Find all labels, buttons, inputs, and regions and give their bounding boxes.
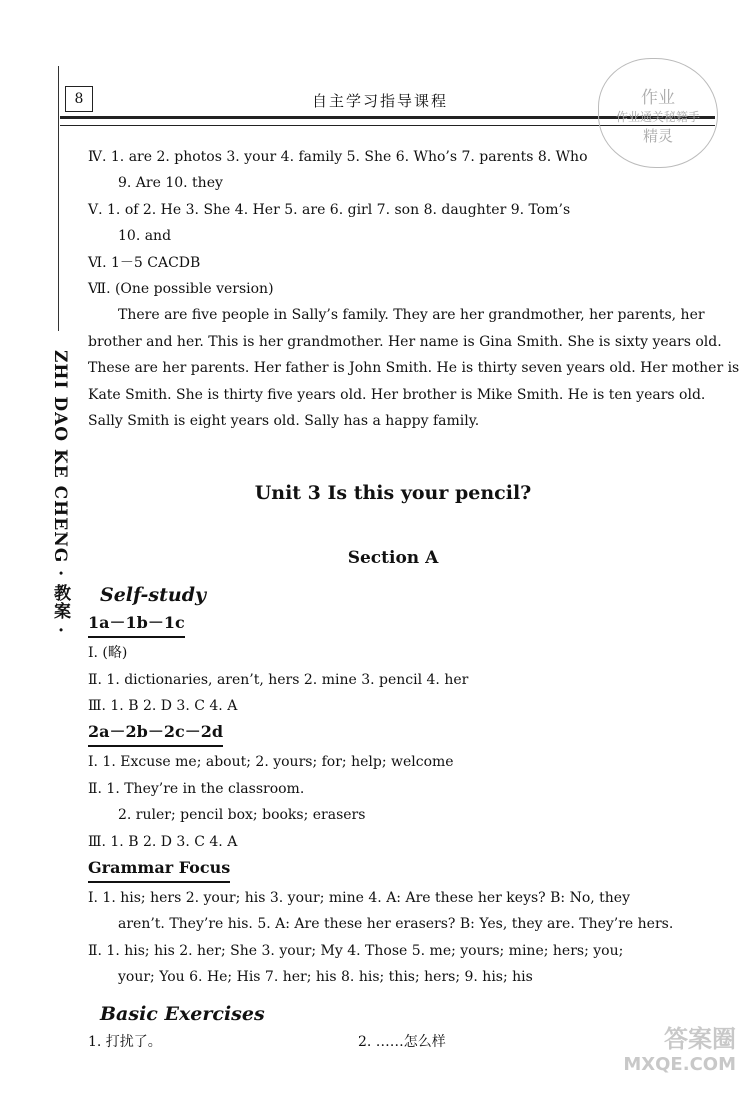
basic-line (88, 1029, 698, 1055)
subheading-2a: 2a－2b－2c－2d (88, 719, 223, 747)
running-head: 自主学习指导课程 (311, 92, 448, 110)
answer-line: aren’t. They’re his. 5. A: Are these her erasers? B: Yes, they are. They’re hers. (118, 916, 674, 933)
section-title: Section A (347, 548, 439, 569)
stamp-line-2: 作业通关秘籍手 (615, 110, 700, 124)
basic-exercises-heading: Basic Exercises (100, 1002, 265, 1025)
answer-line: Ⅲ. 1. B 2. D 3. C 4. A (88, 698, 238, 715)
subheading-grammar-focus: Grammar Focus (88, 855, 230, 883)
answer-line: Ⅳ. 1. are 2. photos 3. your 4. family 5. She 6. Who’s 7. parents 8. Who (88, 149, 588, 165)
watermark-line-2: MXQE.COM (623, 1054, 736, 1075)
answer-line: Ⅲ. 1. B 2. D 3. C 4. A (88, 833, 238, 850)
answer-line: Ⅴ. 1. of 2. He 3. She 4. Her 5. are 6. girl 7. son 8. daughter 9. Tom’s (88, 201, 571, 218)
answer-line: Ⅱ. 1. dictionaries, aren’t, hers 2. mine 3. pencil 4. her (88, 671, 469, 688)
stamp-line-1: 作业 (641, 88, 675, 108)
self-study-heading: Self-study (100, 584, 207, 607)
essay-line: brother and her. This is her grandmother. Her name is Gina Smith. She is sixty years old. (88, 333, 722, 350)
stamp-line-3: 精灵 (642, 127, 673, 145)
answer-line: Ⅰ. (略) (88, 645, 128, 662)
basic-item-1: 1. 打扰了。 (88, 1033, 162, 1050)
answer-line: 9. Are 10. they (118, 175, 223, 192)
unit-title: Unit 3 Is this your pencil? (254, 482, 532, 505)
answer-line: 10. and (118, 228, 172, 245)
answer-line: Ⅱ. 1. his; his 2. her; She 3. your; My 4. Those 5. me; yours; mine; hers; you; (88, 942, 624, 959)
essay-line: There are five people in Sally’s family. They are her grandmother, her parents, her (118, 307, 705, 324)
watermark-line-1: 答案圈 (664, 1025, 736, 1053)
answer-line: 2. ruler; pencil box; books; erasers (118, 807, 366, 824)
answer-line: Ⅰ. 1. his; hers 2. your; his 3. your; mine 4. A: Are these her keys? B: No, they (88, 890, 630, 907)
essay-line: Sally Smith is eight years old. Sally has a happy family. (88, 412, 480, 429)
subheading-1a: 1a－1b－1c (88, 610, 185, 638)
answer-line: Ⅶ. (One possible version) (88, 280, 274, 297)
answer-line: Ⅵ. 1－5 CACDB (88, 254, 201, 271)
answer-line: Ⅰ. 1. Excuse me; about; 2. yours; for; help; welcome (88, 754, 454, 771)
answer-line: your; You 6. He; His 7. her; his 8. his; this; hers; 9. his; his (118, 969, 533, 986)
page-number: 8 (65, 86, 93, 112)
essay-line: Kate Smith. She is thirty five years old. Her brother is Mike Smith. He is ten years old. (88, 386, 706, 403)
basic-item-2: 2. ……怎么样 (358, 1033, 446, 1050)
side-title: ZHI DAO KE CHENG · 教案 · (50, 350, 70, 634)
answer-line: Ⅱ. 1. They’re in the classroom. (88, 780, 305, 797)
essay-line: These are her parents. Her father is John Smith. He is thirty seven years old. Her mother is (88, 360, 740, 377)
left-rule (58, 66, 59, 331)
